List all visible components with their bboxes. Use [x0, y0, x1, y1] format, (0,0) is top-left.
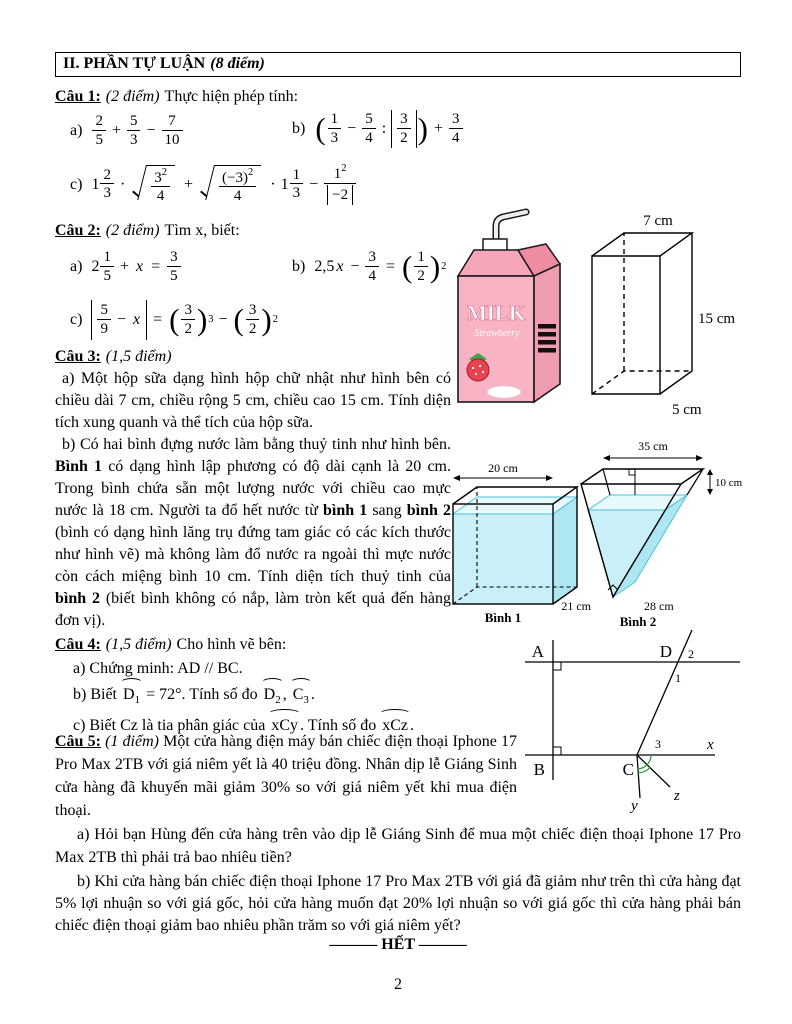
cau3-paragraph-a: a) Một hộp sữa dạng hình hộp chữ nhật như hình bên có chiều dài 7 cm, chiều rộng 5 cm, chiều cao 15 cm. Tính diện tích xung quanh và thể tích của hộp sữa. — [55, 370, 451, 431]
exponent: 2 — [441, 260, 447, 272]
ray-label-z: z — [674, 788, 680, 804]
binh2-top-rim — [581, 469, 703, 484]
expr-label: b) — [292, 258, 306, 276]
carton-spout — [483, 239, 507, 251]
page-number: 2 — [394, 976, 402, 993]
cau4-line-a: a) Chứng minh: AD // BC. — [73, 660, 243, 677]
binh1-edge-label: 20 cm — [488, 461, 518, 475]
paren-power-group: ( $\frac{3}{2}$ ) $^2$ — [233, 302, 278, 338]
cau5-question-b: b) Khi cửa hàng bán chiếc điện thoại Iphone 17 Pro Max 2TB với giá đã giảm như trên thì cửa hàng đạt 5% lợi nhuận so với giá gốc, hỏi cửa hàng muốn đạt 20% lợi nhuận so với giá gốc thì cửa hàng phải bán chiếc điện thoại giảm bao nhiêu phần trăm so với giá niêm yết? — [55, 873, 741, 934]
figure-geometry — [500, 628, 740, 813]
fraction: $\frac{1}{3}$ — [328, 112, 342, 146]
cau4-line-c: c) Biết Cz là tia phân giác của xCy . Tính số đo xCz . — [55, 712, 475, 738]
figure-milk-box — [452, 208, 744, 430]
binh2-left-label: 21 cm — [561, 599, 591, 613]
cau3-section — [55, 346, 451, 632]
operator: + — [119, 258, 129, 276]
paren-power-group: ( $\frac{1}{2}$ ) $^2$ — [402, 249, 447, 285]
angle-D1: $D_1$ — [121, 681, 142, 712]
cau1-points: (2 điểm) — [105, 88, 160, 105]
binh1-water-front — [453, 514, 553, 604]
fraction: $\frac{3^2}{4}$ — [151, 168, 170, 205]
milk-splash — [487, 386, 521, 398]
binh2-diagram — [561, 439, 742, 628]
section-points: (8 điểm) — [210, 55, 265, 72]
fraction: $\frac{1}{5}$ — [100, 250, 114, 284]
box-right-face — [660, 233, 692, 394]
equals-sign: = — [385, 258, 395, 276]
cau2-expr-c — [70, 300, 278, 340]
fraction: $\frac{2}{5}$ — [92, 114, 106, 148]
ray-label-x: x — [707, 737, 714, 753]
fraction: $\frac{1}{3}$ — [290, 168, 304, 202]
operator: − — [309, 175, 319, 193]
fraction: $\frac{5}{9}$ — [97, 303, 111, 337]
box-height-label: 15 cm — [698, 311, 736, 327]
point-label-B: B — [533, 760, 545, 779]
fraction: $\frac{1}{2}$ — [414, 250, 428, 284]
cau2-expr-a — [70, 250, 182, 284]
equals-sign: = — [151, 258, 161, 276]
rect-box-diagram — [592, 233, 692, 394]
cau5-intro-paragraph — [55, 730, 517, 822]
cau2-label: Câu 2: — [55, 222, 101, 239]
cau1-expr-c — [70, 164, 357, 205]
operator: + — [111, 122, 121, 140]
angle-arc-zCy — [638, 765, 648, 770]
box-depth-label: 5 cm — [672, 402, 702, 418]
cau5-points: (1 điểm) — [105, 733, 159, 750]
binh2-right-label: 28 cm — [644, 599, 674, 613]
cau4-points: (1,5 điểm) — [105, 636, 172, 653]
cau1-heading — [55, 88, 298, 106]
cau4-line-b: b) Biết $D_1 = 72^\circ$. Tính số đo $D_2$ , $C_3$ . — [55, 681, 475, 712]
cau4-label: Câu 4: — [55, 636, 101, 653]
operator: + — [184, 175, 194, 193]
point-label-D: D — [659, 642, 672, 661]
fraction: $\frac{(-3)^2}{4}$ — [219, 168, 256, 205]
angle-label-2: 2 — [688, 647, 694, 661]
square-root — [200, 165, 263, 205]
fraction: $\frac{5}{4}$ — [362, 112, 376, 146]
mixed-number: 1 $\frac{1}{3}$ — [281, 168, 305, 202]
cau2-expr-b — [292, 250, 446, 284]
box-front-face — [592, 256, 660, 394]
box-width-label: 7 cm — [643, 213, 673, 229]
expr-label: a) — [70, 122, 83, 140]
operator: − — [218, 311, 228, 329]
exponent: 2 — [272, 313, 278, 325]
expr-label: c) — [70, 311, 83, 329]
cau5-label: Câu 5: — [55, 733, 101, 750]
binh2-back-right-edge — [687, 469, 703, 495]
ray-Cy — [637, 755, 640, 798]
equals-sign: = — [153, 311, 163, 329]
operator: − — [116, 311, 126, 329]
variable-x: x — [132, 311, 141, 329]
cau2-points: (2 điểm) — [105, 222, 160, 239]
box-top-face — [592, 233, 692, 256]
cau1-expr-b: b) ( $\frac{1}{3}$ − $\frac{5}{4}$ : $\frac{3}{2}$ ) + $\frac{3}{4}$ — [292, 110, 464, 148]
cau3-points: (1,5 điểm) — [105, 348, 172, 365]
binh2-top-label: 35 cm — [638, 439, 668, 453]
carton-front — [458, 276, 534, 402]
figure-binh — [448, 432, 748, 628]
angle-label-3: 3 — [655, 737, 661, 751]
paren-power-group: ( $\frac{3}{2}$ ) $^3$ — [169, 302, 214, 338]
operator: + — [433, 120, 443, 138]
operator: − — [146, 122, 156, 140]
mixed-number: 2 $\frac{1}{5}$ — [91, 250, 115, 284]
angle-arc-xCz — [647, 755, 651, 765]
angle-C3: $C_3$ — [291, 681, 311, 712]
angle-label-1: 1 — [675, 671, 681, 685]
section-header-box — [55, 52, 741, 77]
mixed-number: 1 $\frac{2}{3}$ — [91, 168, 115, 202]
binh1-name: Bình 1 — [484, 610, 522, 625]
milk-label: MILK — [466, 301, 526, 325]
operator: · — [270, 175, 276, 193]
cau5-question-a: a) Hỏi bạn Hùng đến cửa hàng trên vào dịp lễ Giáng Sinh để mua một chiếc điện thoại Iphone 17 Pro Max 2TB thì phải trả bao nhiêu tiền? — [55, 826, 741, 866]
absolute-value — [91, 300, 147, 340]
coefficient: 2,5 — [314, 258, 335, 276]
cau4-intro: Cho hình vẽ bên: — [176, 636, 287, 653]
cau3-heading — [55, 346, 451, 368]
cau1-expr-a — [70, 114, 184, 148]
fraction: $\frac{2}{3}$ — [100, 168, 114, 202]
end-marker: –––––– HẾT –––––– — [329, 936, 467, 953]
operator: − — [347, 120, 357, 138]
fraction: $\frac{3}{4}$ — [449, 112, 463, 146]
flavor-label: Strawberry — [474, 328, 520, 339]
fraction: $\frac{3}{2}$ — [397, 112, 411, 146]
square-root — [132, 165, 177, 205]
cau1-row-ab — [55, 108, 741, 156]
expr-label: a) — [70, 258, 83, 276]
fraction: $\frac{3}{5}$ — [167, 250, 181, 284]
section-title: II. PHẦN TỰ LUẬN — [63, 55, 206, 72]
cau3-paragraph-b: b) Có hai bình đựng nước làm bằng thuỷ tinh như hình bên. Bình 1 có dạng hình lập phương có độ dài cạnh là 20 cm. Trong bình chứa sẵn một lượng nước với chiều cao mực nước là 18 cm. Người ta đổ hết nước từ bình 1 sang bình 2 (bình có dạng hình lăng trụ đứng tam giác có các kích thước như hình vẽ) mà không làm đổ nước ra ngoài thì mực nước còn cách miệng bình 10 cm. Tính diện tích thuỷ tinh của bình 2 (biết bình không có nắp, làm tròn kết quả đến hàng đơn vị). — [55, 436, 452, 629]
cau1-intro: Thực hiện phép tính: — [164, 88, 299, 105]
cau2-intro: Tìm x, biết: — [164, 222, 240, 239]
cau3-label: Câu 3: — [55, 348, 101, 365]
cau4-section — [55, 633, 475, 738]
angle-xCy: xCy — [269, 712, 300, 738]
point-label-A: A — [531, 642, 544, 661]
expr-label: b) — [292, 120, 306, 138]
absolute-value — [391, 110, 417, 148]
fraction: $\frac{3}{4}$ — [365, 250, 379, 284]
cau4-heading — [55, 633, 475, 657]
strawberry-icon — [467, 359, 489, 381]
fraction: $\frac{3}{2}$ — [181, 303, 195, 337]
fraction: $\frac{5}{3}$ — [127, 114, 141, 148]
right-angle-mark-B — [553, 747, 561, 755]
angle-xCz: xCz — [380, 712, 410, 738]
binh2-right-angle-mark — [629, 469, 635, 475]
absolute-value: −2 — [327, 185, 353, 206]
variable-x: x — [135, 258, 144, 276]
cau1-label: Câu 1: — [55, 88, 101, 105]
fraction: $\frac{7}{10}$ — [162, 114, 183, 148]
ray-Cz — [637, 755, 670, 787]
binh2-back-left-edge — [603, 469, 610, 495]
fraction: $\frac{1^2}{-2}$ — [324, 164, 356, 205]
variable-x: x — [336, 258, 344, 276]
operator: · — [119, 175, 126, 193]
binh2-gap-label: 10 cm — [715, 477, 743, 489]
ray-label-y: y — [631, 798, 638, 813]
cau2-heading — [55, 222, 240, 240]
expr-label: c) — [70, 175, 83, 193]
milk-carton-illustration — [458, 212, 560, 402]
operator: − — [350, 258, 360, 276]
operator: : — [381, 120, 387, 138]
exponent: 3 — [208, 313, 214, 325]
binh1-water-side — [553, 497, 577, 604]
fraction: $\frac{3}{2}$ — [246, 303, 260, 337]
binh2-name: Bình 2 — [619, 614, 657, 628]
cau5-intro: Một cửa hàng điện máy bán chiếc điện thoại Iphone 17 Pro Max 2TB với giá niêm yết là 40 triệu đồng. Nhân dịp lễ Giáng Sinh cửa hàng đã khuyến mãi giảm 30% so với giá niêm yết khi mua điện thoại. — [55, 733, 518, 819]
right-angle-mark-A — [553, 662, 561, 670]
binh1-diagram — [453, 461, 577, 625]
angle-D2: $D_2$ — [262, 681, 283, 712]
point-label-C: C — [622, 760, 634, 779]
